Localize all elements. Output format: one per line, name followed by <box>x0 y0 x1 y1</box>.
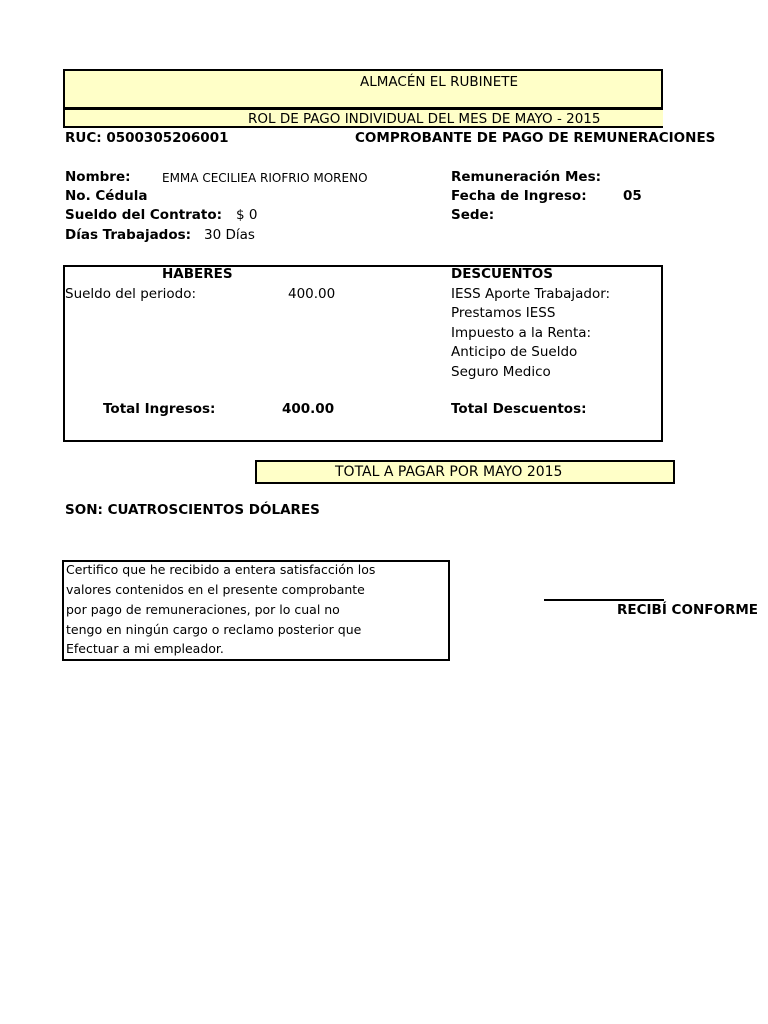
total-earnings-value: 400.00 <box>282 401 335 417</box>
signature-line <box>544 599 664 601</box>
employee-name: EMMA CECILIEA RIOFRIO MORENO <box>162 171 368 185</box>
site-label: Sede: <box>451 207 495 223</box>
days-worked-label: Días Trabajados: <box>65 227 192 243</box>
ruc-label: RUC: 0500305206001 <box>65 130 229 146</box>
certification-line: Efectuar a mi empleador. <box>66 641 224 656</box>
amount-in-words: SON: CUATROSCIENTOS DÓLARES <box>65 502 320 518</box>
contract-salary-label: Sueldo del Contrato: <box>65 207 223 223</box>
total-deductions-label: Total Descuentos: <box>451 401 587 417</box>
certification-box <box>62 560 450 661</box>
company-name: ALMACÉN EL RUBINETE <box>360 74 518 90</box>
deduction-item: Impuesto a la Renta: <box>451 325 592 341</box>
company-header <box>63 69 663 109</box>
deduction-item: Anticipo de Sueldo <box>451 344 578 360</box>
id-label: No. Cédula <box>65 188 148 204</box>
earning-value: 400.00 <box>288 286 336 302</box>
deduction-item: Seguro Medico <box>451 364 551 380</box>
certification-line: por pago de remuneraciones, por lo cual no <box>66 602 340 617</box>
contract-salary-value: $ 0 <box>236 207 258 223</box>
earnings-header: HABERES <box>162 266 233 282</box>
name-label: Nombre: <box>65 169 131 185</box>
days-worked-value: 30 Días <box>204 227 255 243</box>
deduction-item: Prestamos IESS <box>451 305 556 321</box>
total-to-pay-label: TOTAL A PAGAR POR MAYO 2015 <box>335 464 563 480</box>
voucher-title: COMPROBANTE DE PAGO DE REMUNERACIONES <box>355 130 716 146</box>
certification-line: Certifico que he recibido a entera satisfacción los <box>66 562 376 577</box>
entry-date-value: 05 <box>623 188 642 204</box>
certification-line: tengo en ningún cargo o reclamo posterior que <box>66 622 362 637</box>
earning-label: Sueldo del periodo: <box>65 286 197 302</box>
payroll-title-bar <box>63 108 663 128</box>
signature-label: RECIBÍ CONFORME <box>617 602 758 618</box>
total-to-pay-bar <box>255 460 675 484</box>
deductions-header: DESCUENTOS <box>451 266 553 282</box>
remuneration-label: Remuneración Mes: <box>451 169 602 185</box>
total-earnings-label: Total Ingresos: <box>103 401 216 417</box>
certification-line: valores contenidos en el presente comprobante <box>66 582 365 597</box>
deduction-item: IESS Aporte Trabajador: <box>451 286 611 302</box>
payroll-title: ROL DE PAGO INDIVIDUAL DEL MES DE MAYO - 2015 <box>248 111 601 127</box>
entry-date-label: Fecha de Ingreso: <box>451 188 587 204</box>
